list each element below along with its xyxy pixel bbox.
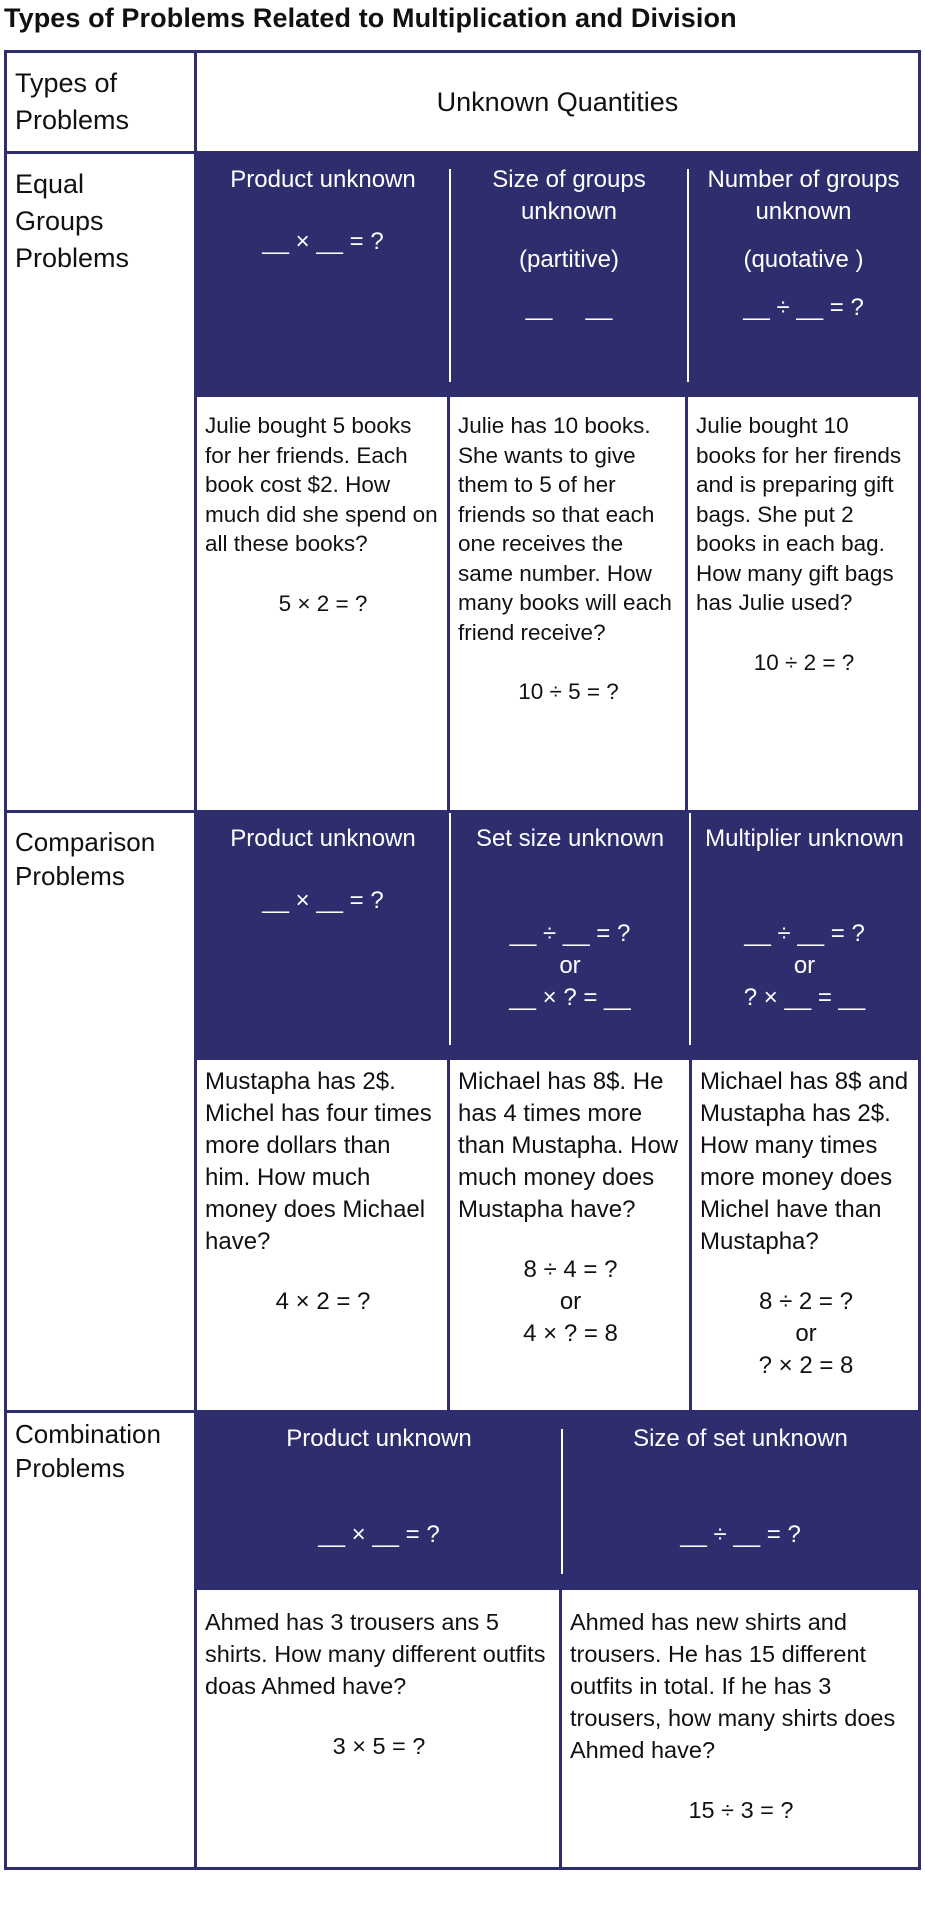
eq-col2-header [451, 154, 687, 397]
eq-col1-title: Product unknown [230, 166, 416, 193]
eq-col3-problem-text: Julie bought 10 books for her firends and is preparing gift bags. She put 2 books in each bag. How many gift bags has Julie used? [696, 413, 902, 615]
cmp-col3-equation1: 8 ÷ 2 = ? [759, 1288, 853, 1315]
cmp-col1-title: Product unknown [230, 825, 416, 852]
cmp-col3-formula1: __ ÷ __ = ? [744, 920, 865, 947]
eq-col1-equation: 5 × 2 = ? [278, 590, 368, 616]
cmp-col3-header [691, 813, 918, 1060]
cmb-col1-formula: __ × __ = ? [318, 1521, 440, 1548]
eq-col2-title: Size of groups unknown [492, 166, 646, 225]
eq-col3-formula: __ ÷ __ = ? [743, 294, 864, 321]
eq-col2-sub: (partitive) [518, 246, 620, 273]
cmp-col1-problem-text: Mustapha has 2$. Michel has four times more dollars than him. How much money does Michael have? [205, 1068, 432, 1255]
eq-col2-problem-text: Julie has 10 books. She wants to give them to 5 of her friends so that each one receives the same number. How many books will each friend receive? [458, 413, 672, 645]
eq-col1-header [197, 154, 449, 397]
unknown-quantities-header: Unknown Quantities [436, 87, 679, 117]
comparison-label: Comparison Problems [15, 827, 156, 891]
eq-col3-title: Number of groups unknown [707, 166, 900, 225]
cmb-col2-header [563, 1413, 918, 1590]
cmp-col2-problem [450, 1060, 689, 1410]
eq-col3-problem [688, 397, 918, 810]
cmb-col2-problem-text: Ahmed has new shirts and trousers. He has 15 different outfits in total. If he has 3 trousers, how many shirts does Ahmed have? [570, 1609, 896, 1763]
eq-col2-formula: __ __ [525, 294, 613, 321]
cmp-col2-problem-text: Michael has 8$. He has 4 times more than Mustapha. How much money does Mustapha have? [458, 1068, 679, 1223]
eq-col3-equation: 10 ÷ 2 = ? [753, 649, 855, 675]
eq-col2-equation: 10 ÷ 5 = ? [518, 679, 619, 704]
cmp-col3-or: or [793, 952, 816, 979]
cmb-col1-title: Product unknown [286, 1425, 472, 1452]
cmp-col1-equation: 4 × 2 = ? [275, 1288, 371, 1315]
types-of-problems-header: Types of Problems [15, 68, 130, 135]
cmb-col2-equation: 15 ÷ 3 = ? [688, 1797, 794, 1823]
cmp-col2-or: or [559, 952, 581, 979]
eq-col1-problem-text: Julie bought 5 books for her friends. Each book cost $2. How much did she spend on all these books? [205, 413, 438, 556]
eq-col1-problem [197, 397, 447, 810]
equal-groups-label: Equal Groups Problems [15, 169, 130, 273]
cmb-col1-problem [197, 1590, 559, 1867]
eq-col3-sub: (quotative ) [743, 246, 864, 273]
cmp-col2-equation2: 4 × ? = 8 [523, 1320, 618, 1347]
cmp-col1-problem [197, 1060, 447, 1410]
cmb-col2-title: Size of set unknown [633, 1425, 848, 1452]
cmp-col2-or2: or [559, 1288, 582, 1315]
cmb-col1-problem-text: Ahmed has 3 trousers ans 5 shirts. How many different outfits doas Ahmed have? [205, 1609, 546, 1699]
combination-label: Combination Problems [15, 1419, 161, 1483]
eq-col1-formula: __ × __ = ? [262, 228, 384, 255]
cmp-col3-equation2: ? × 2 = 8 [758, 1352, 854, 1379]
cmp-col3-or2: or [795, 1320, 817, 1347]
eq-col3-header [689, 154, 918, 397]
cmp-col1-formula: __ × __ = ? [262, 887, 384, 914]
cmp-col1-header [197, 813, 449, 1060]
cmp-col2-header [451, 813, 689, 1060]
eq-col2-problem [450, 397, 685, 810]
cmp-col3-problem-text: Michael has 8$ and Mustapha has 2$. How many times more money does Michel have than Mustapha? [700, 1068, 909, 1255]
cmp-col2-formula1: __ ÷ __ = ? [509, 920, 631, 947]
page-title: Types of Problems Related to Multiplication and Division [4, 3, 737, 33]
cmb-col2-problem [562, 1590, 918, 1867]
cmb-col2-formula: __ ÷ __ = ? [680, 1521, 801, 1548]
cmp-col3-problem [692, 1060, 918, 1410]
cmp-col3-formula2: ? × __ = __ [743, 984, 866, 1011]
cmp-col2-title: Set size unknown [475, 825, 665, 852]
problem-types-table [4, 50, 921, 1870]
cmp-col3-title: Multiplier unknown [705, 825, 904, 852]
cmb-col1-equation: 3 × 5 = ? [332, 1733, 426, 1759]
cmp-col2-equation1: 8 ÷ 4 = ? [523, 1256, 618, 1283]
cmb-col1-header [197, 1413, 561, 1590]
cmp-col2-formula2: __ × ? = __ [509, 984, 631, 1011]
